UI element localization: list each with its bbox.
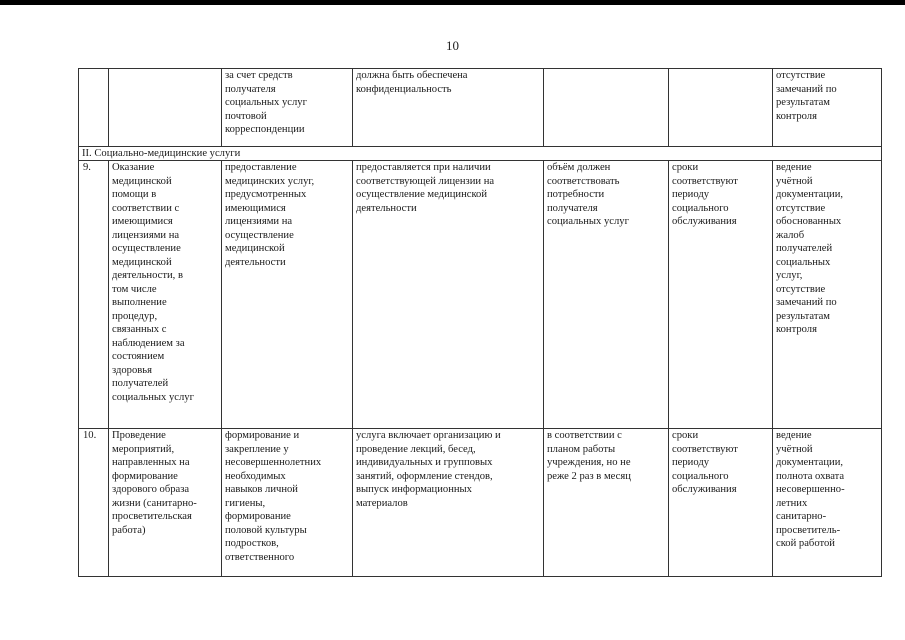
table-row [79, 69, 882, 147]
service-volume-cell [544, 69, 669, 147]
service-name-cell: Проведение мероприятий, направленных на формирование здорового образа жизни (санитарно- просветительская работа) [109, 429, 222, 577]
page-top-border [0, 0, 905, 5]
service-quality-cell: ведение учётной документации, полнота охвата несовершенно- летних санитарно- просветитель- ской работой [773, 429, 882, 577]
service-quality-cell: отсутствие замечаний по результатам контроля [773, 69, 882, 147]
table-row [79, 429, 882, 577]
service-name-cell: Оказание медицинской помощи в соответствии с имеющимися лицензиями на осуществление медицинской деятельности, в том числе выполнение процедур, связанных с наблюдением за состоянием здоровья получателей социальных услуг [109, 161, 222, 429]
service-content-cell: за счет средств получателя социальных услуг почтовой корреспонденции [222, 69, 353, 147]
service-name-cell [109, 69, 222, 147]
service-conditions-cell: предоставляется при наличии соответствующей лицензии на осуществление медицинской деятельности [353, 161, 544, 429]
service-content-cell: предоставление медицинских услуг, предусмотренных имеющимися лицензиями на осуществление медицинской деятельности [222, 161, 353, 429]
service-volume-cell: в соответствии с планом работы учреждения, но не реже 2 раз в месяц [544, 429, 669, 577]
row-number-cell [79, 69, 109, 147]
page-number: 10 [446, 38, 459, 53]
table-row [79, 161, 882, 429]
service-quality-cell: ведение учётной документации, отсутствие обоснованных жалоб получателей социальных услуг, отсутствие замечаний по результатам контроля [773, 161, 882, 429]
service-terms-cell: сроки соответствуют периоду социального обслуживания [669, 429, 773, 577]
row-number-cell: 9. [79, 161, 109, 429]
service-conditions-cell: услуга включает организацию и проведение лекций, бесед, индивидуальных и групповых занятий, оформление стендов, выпуск информационных материалов [353, 429, 544, 577]
service-conditions-cell: должна быть обеспечена конфиденциальность [353, 69, 544, 147]
service-terms-cell [669, 69, 773, 147]
service-volume-cell: объём должен соответствовать потребности получателя социальных услуг [544, 161, 669, 429]
services-table [78, 68, 882, 577]
service-terms-cell: сроки соответствуют периоду социального обслуживания [669, 161, 773, 429]
section-title: II. Социально-медицинские услуги [79, 147, 882, 161]
service-content-cell: формирование и закрепление у несовершеннолетних необходимых навыков личной гигиены, формирование половой культуры подростков, ответственного [222, 429, 353, 577]
section-row [79, 147, 882, 161]
row-number-cell: 10. [79, 429, 109, 577]
